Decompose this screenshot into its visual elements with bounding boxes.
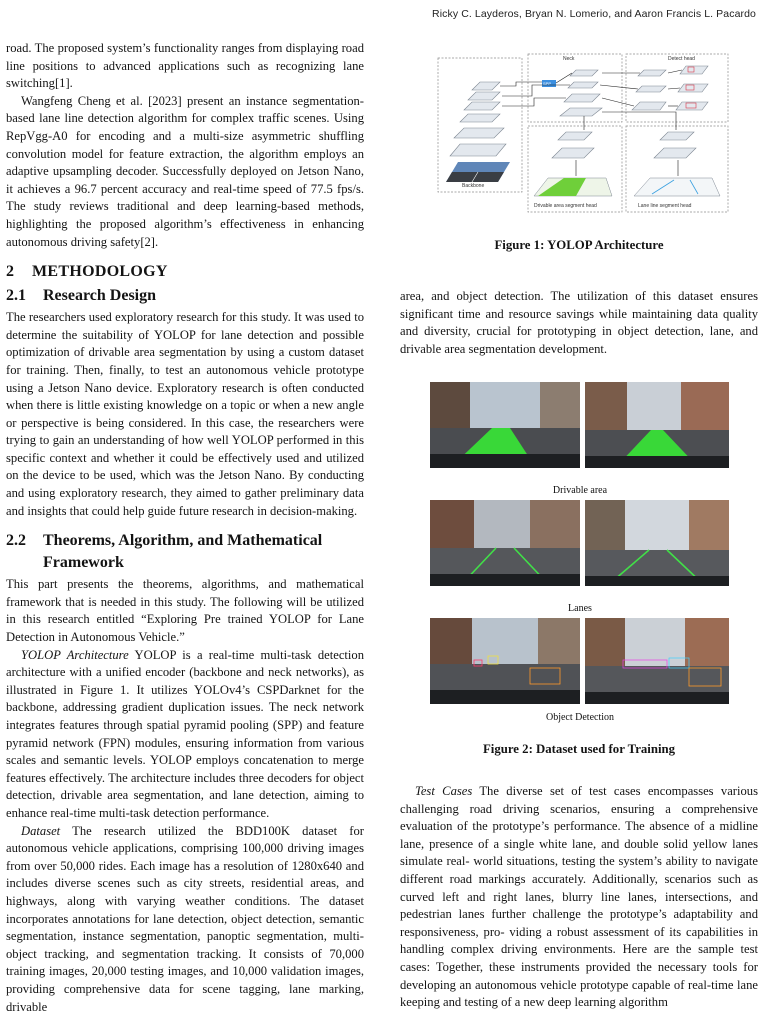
label-spp: SPP [543, 81, 552, 86]
sublabel-object-detection: Object Detection [545, 712, 615, 723]
photo-objects-1 [430, 618, 580, 704]
label-backbone: Backbone [462, 183, 485, 189]
paragraph: YOLOP Architecture YOLOP is a real-time multi-task detection architecture with a unified encoder (backbone and neck networks), as illustrated in Figure 1. It utilizes YOLOv4’s CSPDarknet for the backbone, addressing gradient duplication issues. The neck network integrates features through spatial pyramid pooling (SPP) and feature pyramid network (FPN) modules, ensuring information from various scales and semantic levels. YOLOP employs concatenation to merge features effectively. The architecture includes three decoders for object detection, drivable area segmentation, and lane detection, aiming to enhance real-time multi-task detection performance. [6, 647, 365, 820]
architecture-diagram [436, 52, 730, 214]
right-column-bottom [400, 783, 758, 1012]
figure-2-caption: Figure 2: Dataset used for Training [482, 742, 676, 756]
run-in-heading: YOLOP Architecture [21, 647, 129, 662]
section-heading-methodology: 2 METHODOLOGY [6, 263, 168, 281]
left-column [6, 40, 364, 1016]
paragraph: The researchers used exploratory research for this study. It was used to determine the suitability of YOLOP for lane detection and possible optimization of drivable area segmentation by using a custom dataset for training. Then, finally, to test an autonomous vehicle prototype using a Jetson Nano device. Exploratory research is often conducted when there is little existing knowledge on a topic or when a new angle or perspective is being considered. In this case, the researchers were trying to gain an understanding of how well YOLOP performed in this specific context and whether it could be effectively used and utilized on the device to be used, which was the Jetson Nano. By conducting and using exploratory research, they aimed to gather preliminary data and insights that could help guide future research in decision-making. [6, 310, 364, 518]
run-in-heading: Test Cases [415, 784, 473, 798]
label-drivable-head: Drivable area segment head [534, 203, 597, 209]
label-neck: Neck [563, 56, 575, 62]
paragraph: area, and object detection. The utilization of this dataset ensures significant time and resource savings while maintaining data quality and diversity, crucial for prototyping in object detection, lane, and drivable area segmentation development. [400, 289, 758, 356]
sublabel-drivable: Drivable area [552, 485, 608, 496]
figure-yolop-architecture [436, 52, 730, 214]
label-detect-head: Detect head [668, 56, 695, 62]
photo-drivable-2 [585, 382, 729, 468]
photo-drivable-1 [430, 382, 580, 468]
photo-lanes-1 [430, 500, 580, 586]
subsection-heading-research-design: 2.1 Research Design [6, 287, 157, 305]
figure-dataset [430, 382, 730, 742]
paragraph: road. The proposed system’s functionality ranges from displaying road line positions to advanced applications such as recognizing lane switching[1]. [6, 41, 364, 91]
paragraph: Wangfeng Cheng et al. [2023] present an instance segmentation-based lane line detection algorithm for complex traffic scenes. Using RepVgg-A0 for encoding and a multi-size asymmetric shuffling convolution model for feature extraction, the algorithm employs an adaptive upsampling decoder. Successfully deployed on Jetson Nano, it achieves a 96.7 percent accuracy and real-time speed of 77.5 fps/s. The study reviews traditional and deep learning-based methods, highlighting the proposed algorithm’s effectiveness in enhancing autonomous driving safety[2]. [6, 93, 364, 249]
running-header: Ricky C. Layderos, Bryan N. Lomerio, and Aaron Francis L. Pacardo [432, 8, 756, 20]
subsection-heading-theorems: 2.2 Theorems, Algorithm, and Mathematical Framework [6, 532, 323, 572]
paragraph: Dataset The research utilized the BDD100K dataset for autonomous vehicle applications, comprising 100,000 driving images from over 50,000 rides. Each image has a resolution of 1280x640 and includes diverse scenes such as city streets, residential areas, and highways, along with varying weather conditions. The dataset incorporates annotations for lane detection, object detection, semantic segmentation, instance segmentation, panoptic segmentation, multi-object tracking, and segmentation tracking. It consists of 70,000 training images, 20,000 testing images, and 10,000 validation images, providing comprehensive data for scene tagging, lane marking, drivable [6, 823, 364, 1014]
label-lane-head: Lane line segment head [638, 203, 692, 209]
photo-lanes-2 [585, 500, 729, 586]
sublabel-lanes: Lanes [568, 603, 592, 614]
paragraph: This part presents the theorems, algorithms, and mathematical framework that is needed in this study. The following will be utilized in this research entitled “Exploring Pre trained YOLOP for Lane Detection in Autonomous Vehicle.” [6, 577, 364, 645]
run-in-heading: Dataset [21, 823, 61, 838]
paragraph: Test Cases The diverse set of test cases encompasses various challenging road driving scenarios, ensuring a comprehensive evaluation of the prototype’s performance. The absence of a midline lane, presence of a single white lane, and double solid yellow lanes simulate real- world situations, testing the system’s ability to navigate different road markings accurately. Additionally, scenarios such as curved left and right lanes, blurry line lanes, intersections, and pedestrian lanes further challenge the prototype’s adaptability and responsiveness, pro- viding a robust assessment of its capabilities in handling complex driving environments. Here are the sample test cases: Together, these instruments provided the necessary tools for developing an autonomous vehicle prototype capable of real-time lane keeping and testing of a new deep learning algorithm [400, 784, 758, 1010]
figure-1-caption: Figure 1: YOLOP Architecture [494, 238, 664, 252]
right-column [400, 288, 758, 358]
photo-objects-2 [585, 618, 729, 704]
